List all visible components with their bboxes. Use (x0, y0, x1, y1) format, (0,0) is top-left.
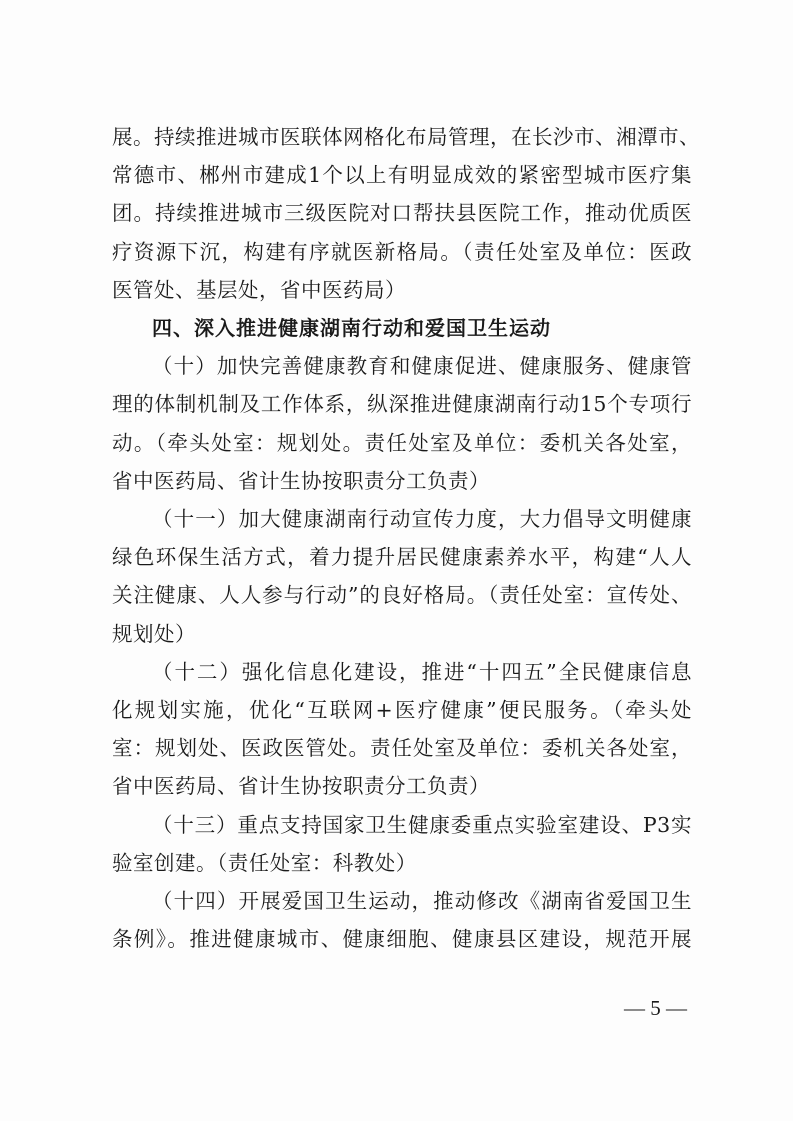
text-line: 动。（牵头处室：规划处。责任处室及单位：委机关各处室， (112, 431, 692, 455)
text-line: 省中医药局、省计生协按职责分工负责） (112, 469, 490, 493)
page-number: — 5 — (624, 996, 687, 1020)
text-line: 条例》。推进健康城市、健康细胞、健康县区建设，规范开展 (112, 927, 692, 951)
text-line: 展。持续推进城市医联体网格化布局管理，在长沙市、湘潭市、 (112, 125, 700, 149)
text-line: 规划处） (112, 622, 196, 646)
text-line: 关注健康、人人参与行动”的良好格局。（责任处室：宣传处、 (112, 583, 692, 607)
text-line: 化规划实施，优化“互联网+医疗健康”便民服务。（牵头处 (112, 698, 692, 722)
text-line: （十二）强化信息化建设，推进“十四五”全民健康信息 (152, 660, 692, 684)
section-heading: 四、深入推进健康湖南行动和爱国卫生运动 (152, 316, 551, 340)
text-line: （十）加快完善健康教育和健康促进、健康服务、健康管 (152, 354, 692, 378)
text-line: （十四）开展爱国卫生运动，推动修改《湖南省爱国卫生 (152, 889, 692, 913)
text-line: 团。持续推进城市三级医院对口帮扶县医院工作，推动优质医 (112, 201, 692, 225)
text-line: 绿色环保生活方式，着力提升居民健康素养水平，构建“人人 (112, 545, 692, 569)
text-line: 验室创建。（责任处室：科教处） (112, 851, 417, 875)
text-line: 理的体制机制及工作体系，纵深推进健康湖南行动15个专项行 (112, 392, 692, 416)
text-line: 医管处、基层处，省中医药局） (112, 278, 406, 302)
text-line: 疗资源下沉，构建有序就医新格局。（责任处室及单位：医政 (112, 240, 692, 264)
text-line: （十一）加大健康湖南行动宣传力度，大力倡导文明健康 (152, 507, 692, 531)
text-line: 室：规划处、医政医管处。责任处室及单位：委机关各处室， (112, 736, 692, 760)
text-line: 省中医药局、省计生协按职责分工负责） (112, 774, 490, 798)
text-line: 常德市、郴州市建成1个以上有明显成效的紧密型城市医疗集 (112, 163, 692, 187)
text-line: （十三）重点支持国家卫生健康委重点实验室建设、P3实 (152, 813, 692, 837)
